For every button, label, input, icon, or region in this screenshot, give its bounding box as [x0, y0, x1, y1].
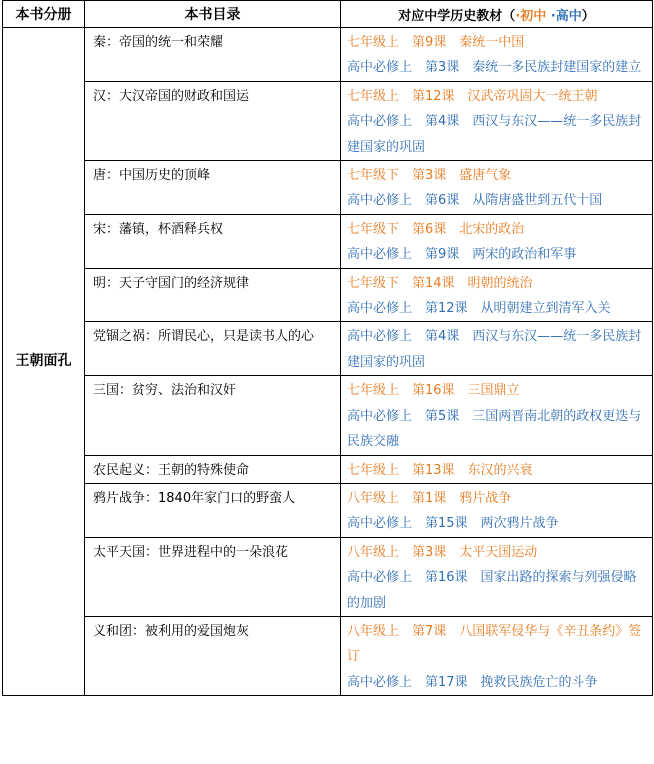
- table-row: [3, 376, 653, 455]
- curriculum-table: [2, 0, 653, 696]
- textbook-refs: [341, 161, 653, 215]
- high-school-ref: 高中必修上 第17课 挽救民族危亡的斗争: [347, 674, 598, 690]
- high-school-ref: 高中必修上 第4课 西汉与东汉——统一多民族封建国家的巩固: [347, 329, 642, 370]
- textbook-refs: [341, 616, 653, 695]
- chapter-title: 明：天子守国门的经济规律: [85, 268, 341, 322]
- chapter-title: 鸦片战争：1840年家门口的野蛮人: [85, 483, 341, 537]
- high-school-ref: 高中必修上 第15课 两次鸦片战争: [347, 516, 559, 532]
- textbook-refs: [341, 537, 653, 616]
- middle-school-ref: 七年级上 第13课 东汉的兴衰: [347, 462, 533, 478]
- high-school-ref: 高中必修上 第6课 从隋唐盛世到五代十国: [347, 193, 603, 209]
- table-row: [3, 28, 653, 82]
- table-row: [3, 455, 653, 483]
- volume-name: 王朝面孔: [3, 28, 85, 696]
- table-row: [3, 483, 653, 537]
- table-row: [3, 537, 653, 616]
- textbook-refs: [341, 81, 653, 160]
- high-school-ref: 高中必修上 第5课 三国两晋南北朝的政权更迭与民族交融: [347, 408, 642, 450]
- chapter-title: 党锢之祸：所谓民心，只是读书人的心: [85, 322, 341, 376]
- table-row: [3, 161, 653, 215]
- high-school-ref: 高中必修上 第12课 从明朝建立到清军入关: [347, 301, 611, 317]
- chapter-title: 三国：贫穷、法治和汉奸: [85, 376, 341, 455]
- header-textbook: 对应中学历史教材（·初中 ·高中）: [341, 1, 653, 28]
- middle-school-ref: 七年级上 第16课 三国鼎立: [347, 383, 520, 399]
- chapter-title: 农民起义：王朝的特殊使命: [85, 455, 341, 483]
- high-school-ref: 高中必修上 第3课 秦统一多民族封建国家的建立: [347, 60, 642, 76]
- table-row: [3, 616, 653, 695]
- middle-school-ref: 八年级上 第3课 太平天国运动: [347, 544, 538, 560]
- textbook-refs: [341, 268, 653, 322]
- chapter-title: 宋：藩镇，杯酒释兵权: [85, 214, 341, 268]
- textbook-refs: [341, 376, 653, 455]
- chapter-title: 太平天国：世界进程中的一朵浪花: [85, 537, 341, 616]
- high-school-ref: 高中必修上 第9课 两宋的政治和军事: [347, 247, 577, 263]
- chapter-title: 秦：帝国的统一和荣耀: [85, 28, 341, 82]
- table-row: [3, 81, 653, 160]
- header-volume: 本书分册: [3, 1, 85, 28]
- middle-school-ref: 八年级上 第7课 八国联军侵华与《辛丑条约》签订: [347, 623, 642, 665]
- table-row: [3, 268, 653, 322]
- chapter-title: 义和团：被利用的爱国炮灰: [85, 616, 341, 695]
- textbook-refs: [341, 483, 653, 537]
- chapter-title: 唐：中国历史的顶峰: [85, 161, 341, 215]
- header-textbook-label: 对应中学历史教材（: [398, 8, 516, 24]
- middle-school-ref: 七年级上 第9课 秦统一中国: [347, 35, 525, 50]
- header-row: [3, 1, 653, 28]
- textbook-refs: [341, 322, 653, 376]
- high-school-ref: 高中必修上 第16课 国家出路的探索与列强侵略的加剧: [347, 570, 637, 611]
- middle-school-ref: 八年级上 第1课 鸦片战争: [347, 490, 512, 506]
- textbook-refs: [341, 214, 653, 268]
- middle-school-ref: 七年级下 第14课 明朝的统治: [347, 275, 533, 291]
- chapter-title: 汉：大汉帝国的财政和国运: [85, 81, 341, 160]
- legend-high-school: ·高中: [550, 8, 582, 24]
- legend-middle-school: ·初中: [515, 8, 547, 24]
- high-school-ref: 高中必修上 第4课 西汉与东汉——统一多民族封建国家的巩固: [347, 114, 642, 155]
- header-contents: 本书目录: [85, 1, 341, 28]
- table-row: [3, 214, 653, 268]
- middle-school-ref: 七年级上 第12课 汉武帝巩固大一统王朝: [347, 88, 598, 104]
- textbook-refs: [341, 28, 653, 82]
- middle-school-ref: 七年级下 第6课 北宋的政治: [347, 221, 525, 237]
- table-row: [3, 322, 653, 376]
- middle-school-ref: 七年级下 第3课 盛唐气象: [347, 168, 512, 184]
- textbook-refs: [341, 455, 653, 483]
